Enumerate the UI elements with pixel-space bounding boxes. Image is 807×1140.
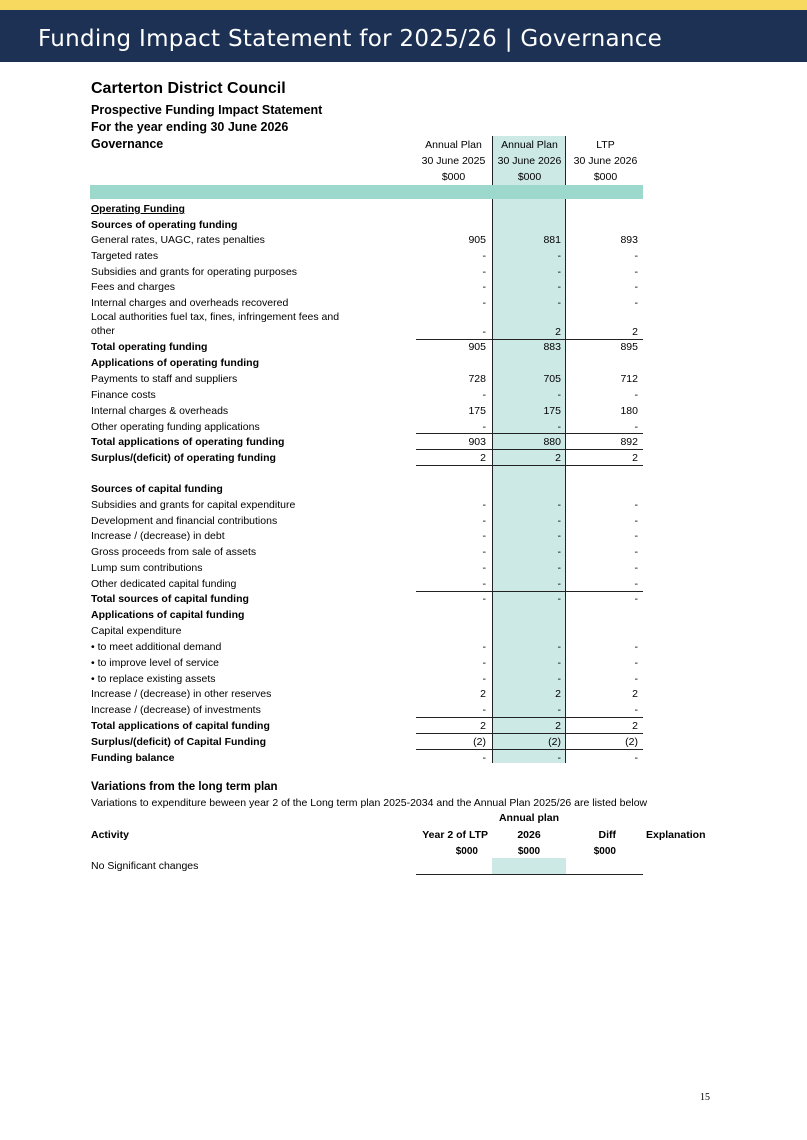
row-value-col1: - [482,499,486,511]
row-value-col3: - [634,281,638,293]
row-value-col1: (2) [473,736,486,748]
row-value-col3: - [634,593,638,605]
row-label: Increase / (decrease) of investments [91,704,261,716]
variations-highlight-cell [492,858,566,874]
row-label: Surplus/(deficit) of Capital Funding [91,736,266,748]
col2-line1: Annual Plan [501,139,558,151]
row-label: • to replace existing assets [91,673,216,685]
row-value-col2: 883 [543,341,561,353]
row-label: Finance costs [91,389,156,401]
row-value-col3: - [634,673,638,685]
table-row [0,703,807,718]
row-value-col2: - [557,297,561,309]
row-value-col2: - [557,593,561,605]
row-value-col2: - [557,657,561,669]
col1-line2: 30 June 2025 [421,155,486,167]
row-value-col3: (2) [625,736,638,748]
variations-ltp-header: Year 2 of LTP [422,829,488,841]
table-row [0,482,807,497]
row-value-col1: - [482,297,486,309]
activity-name: Governance [91,137,164,151]
row-label: Other operating funding applications [91,421,260,433]
row-value-col3: - [634,499,638,511]
col1-line1: Annual Plan [425,139,482,151]
row-value-col1: 905 [468,341,486,353]
row-value-col1: 903 [468,436,486,448]
table-row [0,672,807,687]
table-row [0,435,807,450]
variations-year-header: 2026 [517,829,541,841]
table-row [0,218,807,233]
col3-unit: $000 [593,171,618,183]
row-label-continued: other [91,325,115,337]
row-value-col2: - [557,546,561,558]
row-value-col1: - [482,326,486,338]
col1-unit: $000 [441,171,466,183]
row-value-col3: - [634,266,638,278]
col2-unit: $000 [517,171,542,183]
row-label: Subsidies and grants for operating purposes [91,266,298,278]
variations-bottom-rule [416,874,643,875]
row-value-col1: - [482,546,486,558]
row-value-col1: - [482,593,486,605]
rule-above-funding-balance [416,749,643,750]
row-value-col2: - [557,673,561,685]
row-value-col2: - [557,250,561,262]
row-value-col1: 2 [480,720,486,732]
table-row [0,719,807,734]
row-label: Sources of operating funding [91,219,238,231]
page-banner [0,10,807,62]
table-row [0,420,807,435]
table-row [0,265,807,280]
row-value-col1: - [482,281,486,293]
table-row [0,498,807,513]
table-row [0,249,807,264]
variations-description: Variations to expenditure beween year 2 of the Long term plan 2025-2034 and the Annual Plan 2025/26 are listed below [91,797,648,809]
row-label: Internal charges & overheads [91,405,229,417]
row-label: General rates, UAGC, rates penalties [91,234,265,246]
row-label: Total applications of capital funding [91,720,270,732]
row-value-col2: 881 [543,234,561,246]
row-value-col1: 728 [468,373,486,385]
table-row [0,296,807,311]
row-value-col2: - [557,266,561,278]
row-value-col3: 712 [620,373,638,385]
row-label: Increase / (decrease) in debt [91,530,225,542]
row-value-col3: 895 [620,341,638,353]
row-value-col2: - [557,281,561,293]
row-value-col3: - [634,641,638,653]
row-value-col3: 893 [620,234,638,246]
table-row [0,372,807,387]
variations-annual-plan-header: Annual plan [498,812,560,824]
table-row [0,561,807,576]
row-label: • to improve level of service [91,657,219,669]
row-value-col3: - [634,389,638,401]
rule-above-total-capital-applications [416,717,643,718]
table-row [0,233,807,248]
row-value-col2: 2 [555,720,561,732]
row-label: Sources of capital funding [91,483,223,495]
banner-title: Funding Impact Statement for 2025/26 | Governance [38,26,663,52]
variations-diff-header: Diff [598,829,616,841]
variations-row: No Significant changes [91,860,199,872]
row-value-col3: - [634,578,638,590]
row-label: Increase / (decrease) in other reserves [91,688,272,700]
header-band [90,185,643,199]
row-value-col3: 2 [632,688,638,700]
row-label: Total sources of capital funding [91,593,249,605]
col3-line2: 30 June 2026 [573,155,638,167]
rule-below-operating-surplus [416,465,643,466]
col3-line1: LTP [596,139,615,151]
row-label: Local authorities fuel tax, fines, infringement fees and [91,311,340,323]
row-value-col1: 2 [480,452,486,464]
row-label: Targeted rates [91,250,159,262]
row-value-col3: 2 [632,326,638,338]
row-label: Surplus/(deficit) of operating funding [91,452,276,464]
rule-above-total-applications [416,433,643,434]
row-value-col2: 2 [555,688,561,700]
row-value-col2: - [557,578,561,590]
row-label: Internal charges and overheads recovered [91,297,289,309]
row-value-col1: - [482,421,486,433]
variations-unit-diff: $000 [593,846,616,857]
row-label: Funding balance [91,752,175,764]
top-accent-stripe [0,0,807,10]
row-value-col2: - [557,499,561,511]
row-label: Development and financial contributions [91,515,278,527]
row-value-col3: - [634,704,638,716]
row-value-col2: (2) [548,736,561,748]
row-value-col1: - [482,250,486,262]
table-row [0,640,807,655]
row-label: Capital expenditure [91,625,182,637]
variations-activity-header: Activity [91,829,129,841]
row-label: Total operating funding [91,341,208,353]
row-label: Other dedicated capital funding [91,578,237,590]
row-value-col2: 175 [543,405,561,417]
row-value-col3: - [634,657,638,669]
row-value-col3: - [634,752,638,764]
table-row [0,577,807,592]
row-value-col2: - [557,389,561,401]
variations-title: Variations from the long term plan [91,781,278,793]
row-value-col3: - [634,297,638,309]
page-number: 15 [700,1092,710,1103]
col2-line2: 30 June 2026 [497,155,562,167]
table-row [0,388,807,403]
row-value-col2: 2 [555,326,561,338]
row-value-col2: - [557,641,561,653]
variations-unit-annual: $000 [517,846,541,857]
row-value-col2: - [557,530,561,542]
row-value-col1: - [482,266,486,278]
rule-above-operating-surplus [416,449,643,450]
table-row [0,751,807,766]
row-value-col2: 2 [555,452,561,464]
row-value-col1: - [482,578,486,590]
row-value-col1: - [482,673,486,685]
table-row [0,687,807,702]
row-label: Subsidies and grants for capital expenditure [91,499,296,511]
rule-above-total-capital-sources [416,591,643,592]
table-row [0,529,807,544]
council-name: Carterton District Council [91,80,286,97]
row-label: Gross proceeds from sale of assets [91,546,257,558]
row-value-col3: 180 [620,405,638,417]
table-row [0,608,807,623]
table-row [0,656,807,671]
variations-unit-ltp: $000 [455,846,478,857]
row-value-col1: - [482,704,486,716]
row-label: Applications of operating funding [91,357,259,369]
table-row [0,624,807,639]
row-label: Applications of capital funding [91,609,245,621]
statement-period: For the year ending 30 June 2026 [91,120,289,134]
row-label: Total applications of operating funding [91,436,285,448]
row-value-col3: - [634,546,638,558]
rule-above-total-operating [416,339,643,340]
table-row [0,340,807,355]
row-label: Lump sum contributions [91,562,203,574]
row-value-col3: 892 [620,436,638,448]
table-row [0,356,807,371]
table-row [0,311,807,339]
row-value-col2: - [557,421,561,433]
row-value-col3: - [634,515,638,527]
row-value-col1: 175 [468,405,486,417]
table-row [0,545,807,560]
table-row [0,514,807,529]
row-value-col2: 880 [543,436,561,448]
row-value-col3: - [634,250,638,262]
row-value-col3: - [634,421,638,433]
row-value-col2: 705 [543,373,561,385]
row-value-col1: - [482,752,486,764]
row-value-col2: - [557,704,561,716]
table-row [0,404,807,419]
row-value-col3: - [634,562,638,574]
rule-above-capital-surplus [416,733,643,734]
table-row [0,592,807,607]
row-value-col1: - [482,530,486,542]
row-value-col2: - [557,752,561,764]
table-row [0,280,807,295]
statement-subtitle: Prospective Funding Impact Statement [91,103,323,117]
row-label: Payments to staff and suppliers [91,373,238,385]
table-row [0,735,807,750]
row-value-col1: 905 [468,234,486,246]
row-value-col3: 2 [632,452,638,464]
row-value-col3: 2 [632,720,638,732]
table-row [0,202,807,217]
row-value-col2: - [557,562,561,574]
row-label: Operating Funding [91,203,185,215]
row-value-col1: - [482,562,486,574]
row-value-col1: - [482,641,486,653]
row-value-col3: - [634,530,638,542]
row-value-col1: 2 [480,688,486,700]
row-label: • to meet additional demand [91,641,222,653]
variations-explanation-header: Explanation [646,829,706,841]
row-value-col1: - [482,389,486,401]
row-value-col2: - [557,515,561,527]
row-value-col1: - [482,515,486,527]
row-label: Fees and charges [91,281,176,293]
table-row [0,451,807,466]
row-value-col1: - [482,657,486,669]
